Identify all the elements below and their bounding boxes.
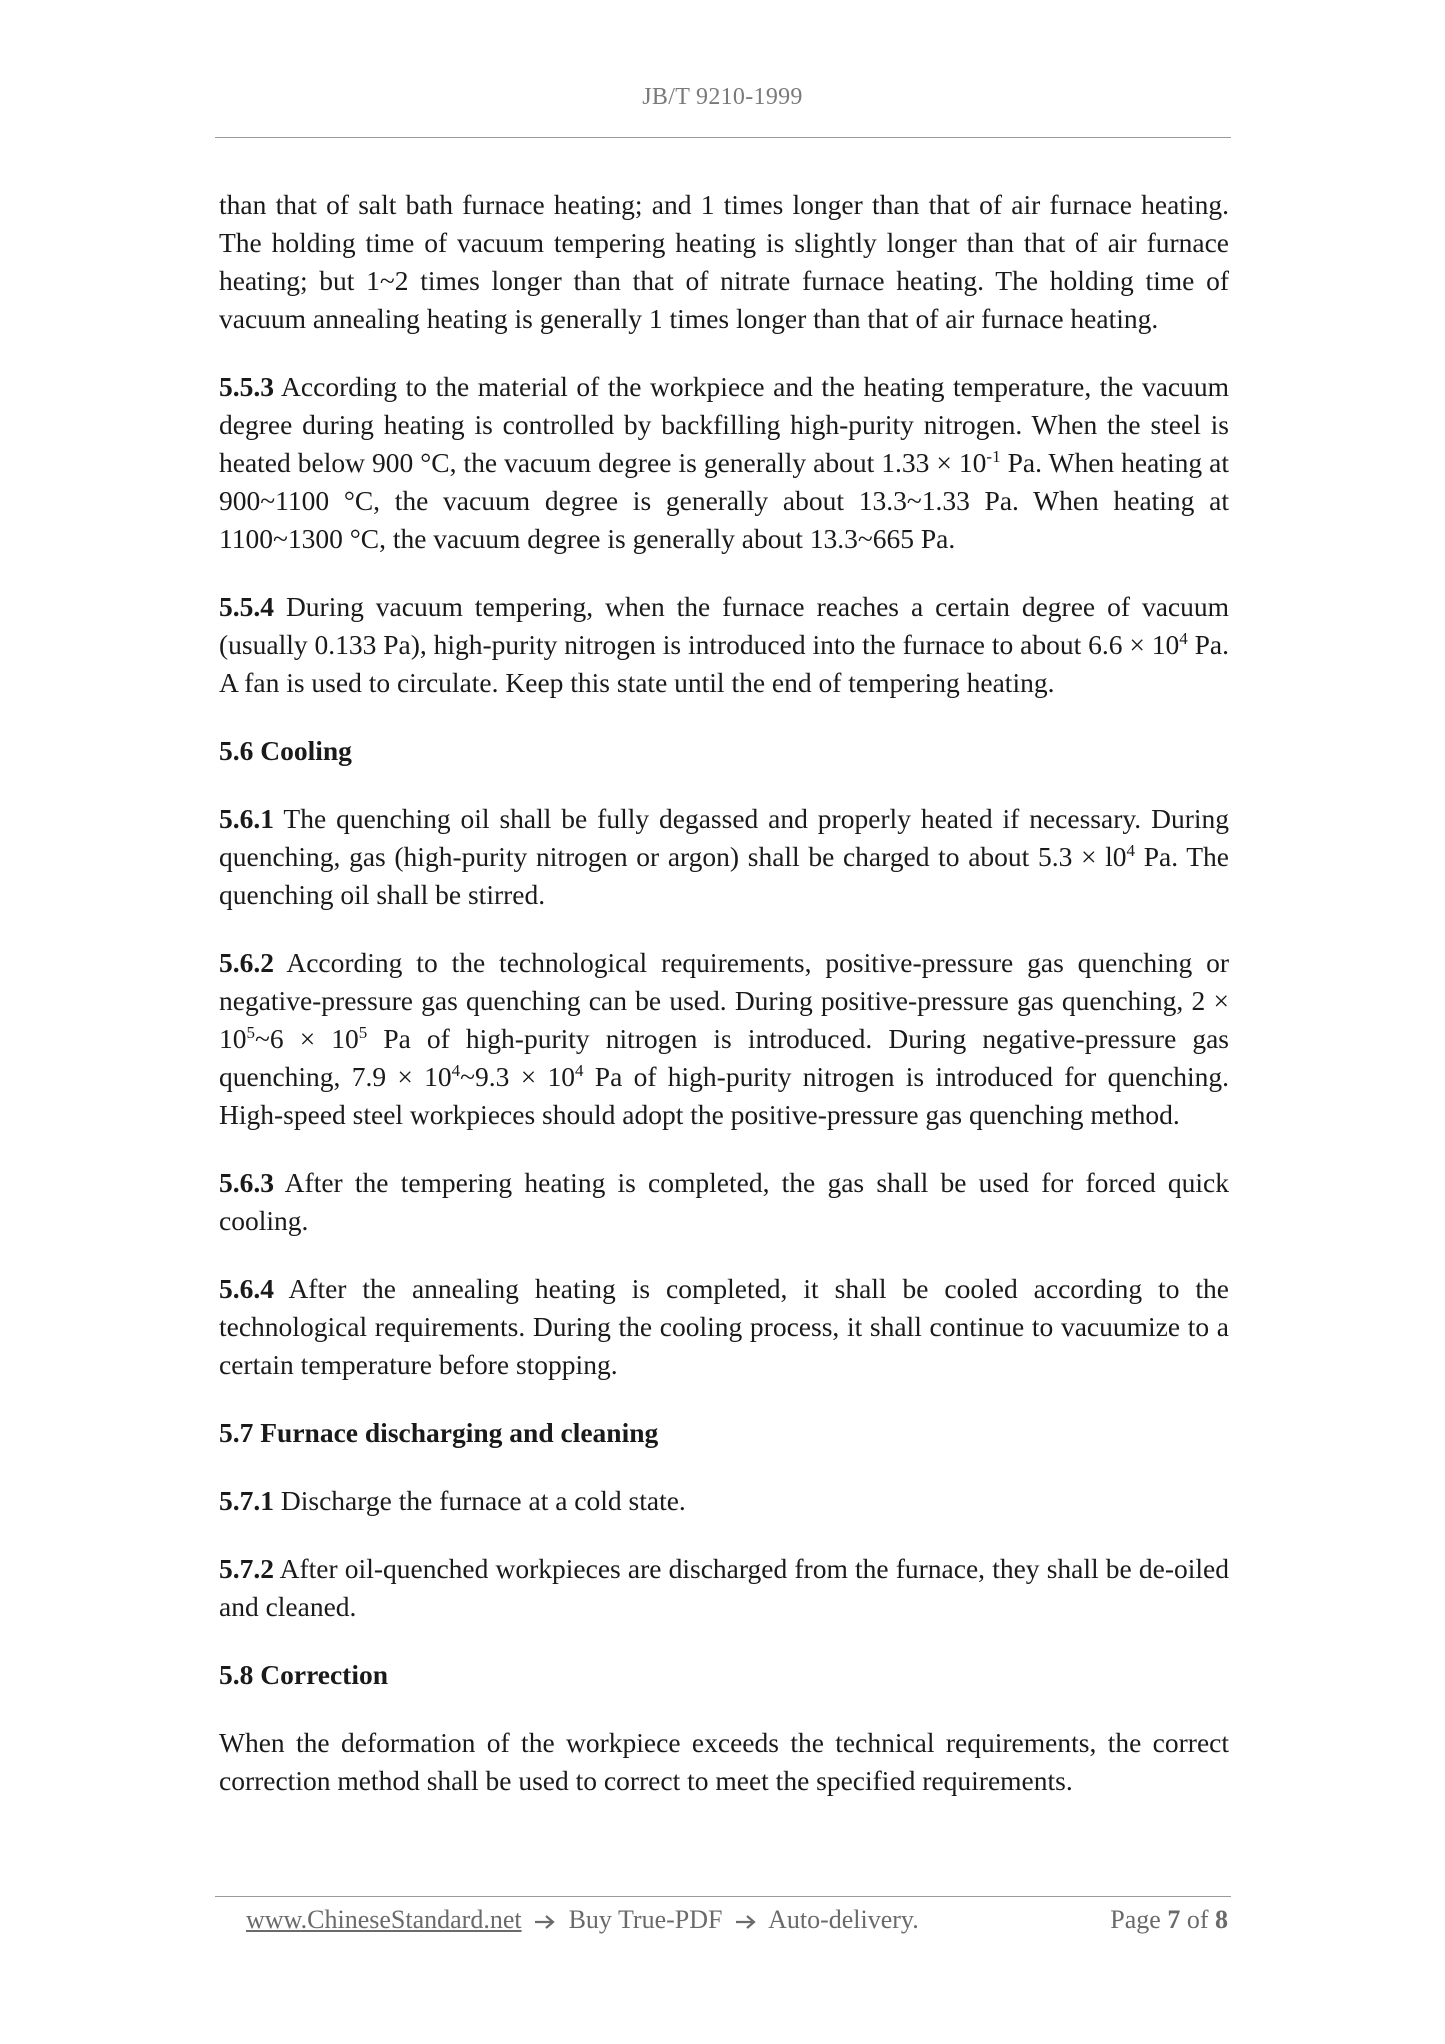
clause-5-7-2: [219, 1550, 1229, 1626]
page-number: [1110, 1905, 1228, 1935]
clause-number: 5.6.2: [219, 947, 274, 978]
clause-text: Pa of high-purity nitrogen is introduced. During negative-pressure gas quenching, 7.9 × 10: [219, 1023, 1230, 1092]
paragraph-intro: than that of salt bath furnace heating; and 1 times longer than that of air furnace heating. The holding time of vacuum tempering heating is slightly longer than that of air furnace heating; but 1~2 times longer than that of nitrate furnace heating. The holding time of vacuum annealing heating is generally 1 times longer than that of air furnace heating.: [219, 189, 1229, 334]
clause-5-6-1: [219, 800, 1229, 914]
clause-text: ~9.3 × 10: [460, 1061, 576, 1092]
paragraph-correction: When the deformation of the workpiece exceeds the technical requirements, the correct correction method shall be used to correct to meet the specified requirements.: [219, 1727, 1229, 1796]
section-heading-5-8: 5.8 Correction: [219, 1659, 389, 1690]
header-divider: [215, 137, 1231, 138]
clause-number: 5.6.3: [219, 1167, 274, 1198]
website-link[interactable]: www.ChineseStandard.net: [246, 1905, 522, 1934]
clause-number: 5.6.1: [219, 803, 274, 834]
footer-delivery-text: Auto-delivery.: [768, 1905, 919, 1934]
clause-text: Pa. A fan is used to circulate. Keep this state until the end of tempering heating.: [219, 629, 1230, 698]
clause-text: ~6 × 10: [255, 1023, 359, 1054]
clause-number: 5.6.4: [219, 1273, 274, 1304]
document-body: [219, 186, 1229, 1830]
clause-5-6-2: [219, 944, 1229, 1134]
clause-text: After the tempering heating is completed, the gas shall be used for forced quick cooling.: [219, 1167, 1229, 1236]
clause-text: The quenching oil shall be fully degassed and properly heated if necessary. During quenching, gas (high-purity nitrogen or argon) shall be charged to about 5.3 × l0: [219, 803, 1229, 872]
clause-text: After oil-quenched workpieces are discharged from the furnace, they shall be de-oiled and cleaned.: [219, 1553, 1229, 1622]
of-label: of: [1186, 1905, 1209, 1934]
superscript: 4: [575, 1060, 584, 1080]
arrow-right-icon: [735, 1915, 757, 1929]
arrow-right-icon: [534, 1915, 556, 1929]
clause-5-5-3: [219, 368, 1229, 558]
superscript: 4: [1179, 628, 1188, 648]
footer-buy-text: Buy True-PDF: [568, 1905, 723, 1934]
superscript: 4: [451, 1060, 461, 1080]
clause-number: 5.7.2: [219, 1553, 274, 1584]
page-footer: [246, 1905, 919, 1935]
superscript: 5: [358, 1022, 368, 1042]
section-heading-5-7: 5.7 Furnace discharging and cleaning: [219, 1417, 659, 1448]
clause-5-6-3: [219, 1164, 1229, 1240]
superscript: -1: [986, 446, 1001, 466]
page-header: JB/T 9210-1999: [642, 84, 803, 110]
clause-number: 5.5.3: [219, 371, 274, 402]
page-label: Page: [1110, 1905, 1161, 1934]
superscript: 4: [1126, 840, 1136, 860]
clause-text: Discharge the furnace at a cold state.: [274, 1485, 686, 1516]
clause-text: During vacuum tempering, when the furnace reaches a certain degree of vacuum (usually 0.133 Pa), high-purity nitrogen is introduced into the furnace to about 6.6 × 10: [219, 591, 1229, 660]
section-heading-5-6: 5.6 Cooling: [219, 735, 352, 766]
current-page: 7: [1167, 1905, 1181, 1934]
clause-text: After the annealing heating is completed, it shall be cooled according to the technological requirements. During the cooling process, it shall continue to vacuumize to a certain temperature before stopping.: [219, 1273, 1229, 1380]
superscript: 5: [246, 1022, 255, 1042]
clause-5-5-4: [219, 588, 1229, 702]
clause-text: Pa. The quenching oil shall be stirred.: [219, 841, 1229, 910]
clause-text: Pa of high-purity nitrogen is introduced for quenching. High-speed steel workpieces should adopt the positive-pressure gas quenching method.: [219, 1061, 1230, 1130]
clause-text: According to the technological requirements, positive-pressure gas quenching or negative-pressure gas quenching can be used. During positive-pressure gas quenching, 2 × 10: [219, 947, 1229, 1054]
clause-5-6-4: [219, 1270, 1229, 1384]
footer-divider: [215, 1896, 1231, 1897]
clause-5-7-1: [219, 1482, 1229, 1520]
total-pages: 8: [1215, 1905, 1228, 1934]
clause-number: 5.5.4: [219, 591, 274, 622]
clause-number: 5.7.1: [219, 1485, 274, 1516]
clause-text: Pa. When heating at 900~1100 °C, the vacuum degree is generally about 13.3~1.33 Pa. When heating at 1100~1300 °C, the vacuum degree is generally about 13.3~665 Pa.: [219, 447, 1229, 554]
clause-text: According to the material of the workpiece and the heating temperature, the vacuum degree during heating is controlled by backfilling high-purity nitrogen. When the steel is heated below 900 °C, the vacuum degree is generally about 1.33 × 10: [219, 371, 1229, 478]
